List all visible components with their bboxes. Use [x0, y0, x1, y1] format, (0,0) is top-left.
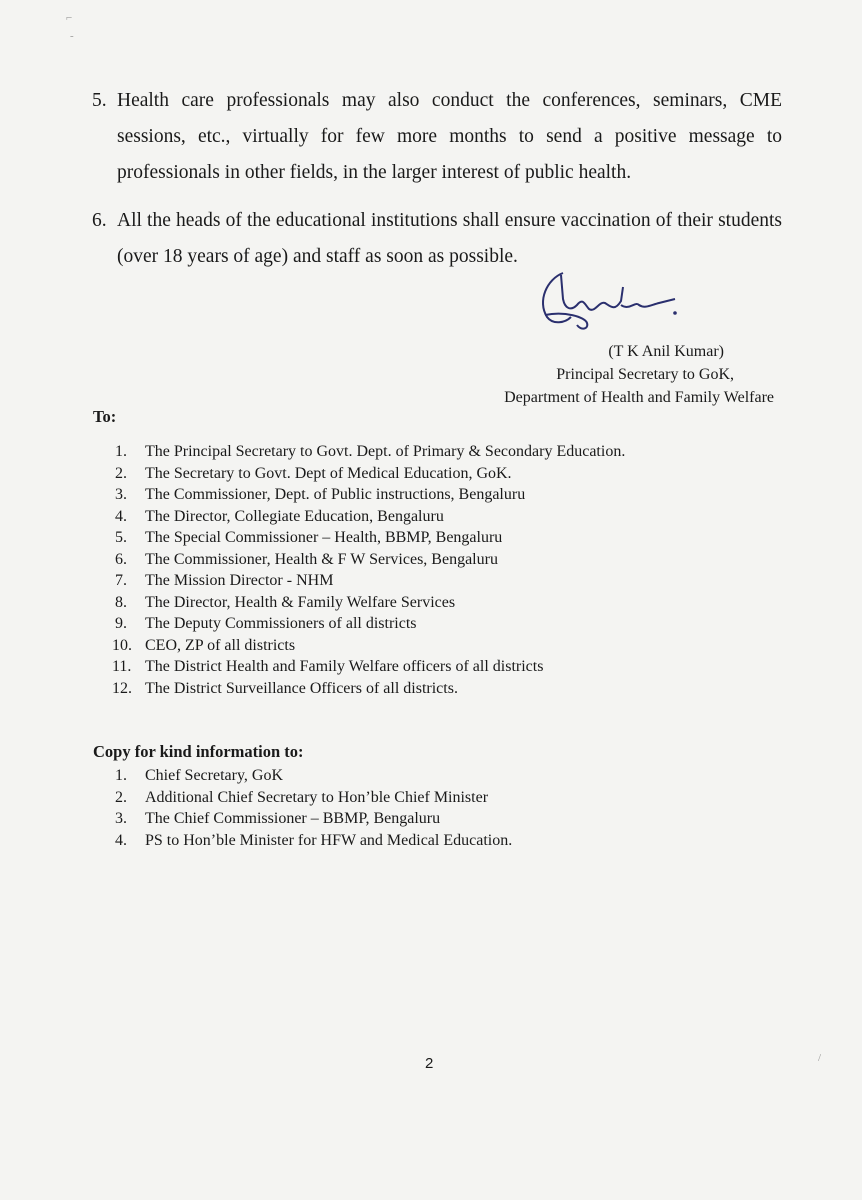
- point-number: 5.: [92, 90, 107, 111]
- list-item: [115, 506, 625, 528]
- scan-speck: /: [818, 1052, 822, 1064]
- item-text: Chief Secretary, GoK: [145, 767, 284, 784]
- copy-to-list: [115, 765, 512, 851]
- item-text: The Director, Collegiate Education, Bengaluru: [145, 507, 444, 525]
- list-item: [115, 570, 625, 592]
- item-text: The Deputy Commissioners of all districts: [145, 615, 417, 632]
- list-item: [115, 527, 625, 549]
- list-item: [112, 656, 625, 678]
- item-text: The Commissioner, Dept. of Public instructions, Bengaluru: [145, 486, 526, 503]
- signatory-block: [504, 340, 774, 409]
- list-item: [115, 463, 625, 485]
- list-item: [115, 808, 512, 830]
- recipient-list: [112, 441, 626, 699]
- item-number: 7.: [115, 572, 127, 589]
- item-number: 4.: [115, 831, 127, 849]
- item-number: 2.: [115, 464, 127, 482]
- to-heading: To:: [93, 407, 117, 426]
- list-item: [115, 484, 625, 506]
- signatory-department: Department of Health and Family Welfare: [504, 389, 774, 406]
- item-number: 8.: [115, 593, 127, 611]
- item-text: The Commissioner, Health & F W Services, Bengaluru: [145, 550, 498, 568]
- list-item: [115, 613, 625, 635]
- point-5: [92, 83, 782, 191]
- list-item: [112, 635, 625, 657]
- item-text: The Mission Director - NHM: [145, 572, 334, 589]
- item-number: 12.: [112, 679, 132, 697]
- item-text: The District Health and Family Welfare officers of all districts: [145, 658, 544, 675]
- item-text: The Principal Secretary to Govt. Dept. of Primary & Secondary Education.: [145, 443, 626, 460]
- page-number: 2: [425, 1055, 434, 1072]
- list-item: [115, 441, 625, 463]
- item-text: Additional Chief Secretary to Hon’ble Chief Minister: [145, 788, 489, 806]
- item-text: PS to Hon’ble Minister for HFW and Medical Education.: [145, 831, 513, 849]
- item-number: 1.: [115, 767, 127, 784]
- point-text: All the heads of the educational institutions shall ensure vaccination of their students (over 18 years of age) and staff as soon as possible.: [117, 210, 782, 267]
- signatory-name: (T K Anil Kumar): [608, 343, 724, 360]
- item-number: 4.: [115, 507, 127, 525]
- point-text: Health care professionals may also conduct the conferences, seminars, CME sessions, etc., virtually for few more months to send a positive message to professionals in other fields, in the larger interest of public health.: [117, 90, 782, 183]
- item-text: The Secretary to Govt. Dept of Medical Education, GoK.: [145, 464, 512, 482]
- item-number: 3.: [115, 486, 127, 503]
- signatory-title: Principal Secretary to GoK,: [556, 366, 734, 383]
- handwritten-signature: [525, 265, 705, 340]
- item-text: The Special Commissioner – Health, BBMP, Bengaluru: [145, 529, 503, 546]
- point-number: 6.: [92, 210, 107, 231]
- list-item: [115, 787, 512, 809]
- item-number: 5.: [115, 529, 127, 546]
- item-text: The Chief Commissioner – BBMP, Bengaluru: [145, 810, 441, 827]
- list-item: [115, 592, 625, 614]
- item-text: CEO, ZP of all districts: [145, 636, 296, 654]
- list-item: [112, 678, 625, 700]
- copy-heading: Copy for kind information to:: [93, 742, 304, 761]
- item-number: 11.: [112, 658, 132, 675]
- list-item: [115, 830, 512, 852]
- list-item: [115, 549, 625, 571]
- item-number: 9.: [115, 615, 127, 632]
- item-number: 3.: [115, 810, 127, 827]
- item-number: 6.: [115, 550, 127, 568]
- item-text: The Director, Health & Family Welfare Services: [145, 593, 456, 611]
- scan-speck: -: [70, 30, 74, 42]
- scan-speck: ⌐: [66, 12, 73, 24]
- list-item: [115, 765, 512, 787]
- item-number: 2.: [115, 788, 127, 806]
- item-number: 10.: [112, 636, 132, 654]
- item-text: The District Surveillance Officers of all districts.: [145, 679, 458, 697]
- item-number: 1.: [115, 443, 127, 460]
